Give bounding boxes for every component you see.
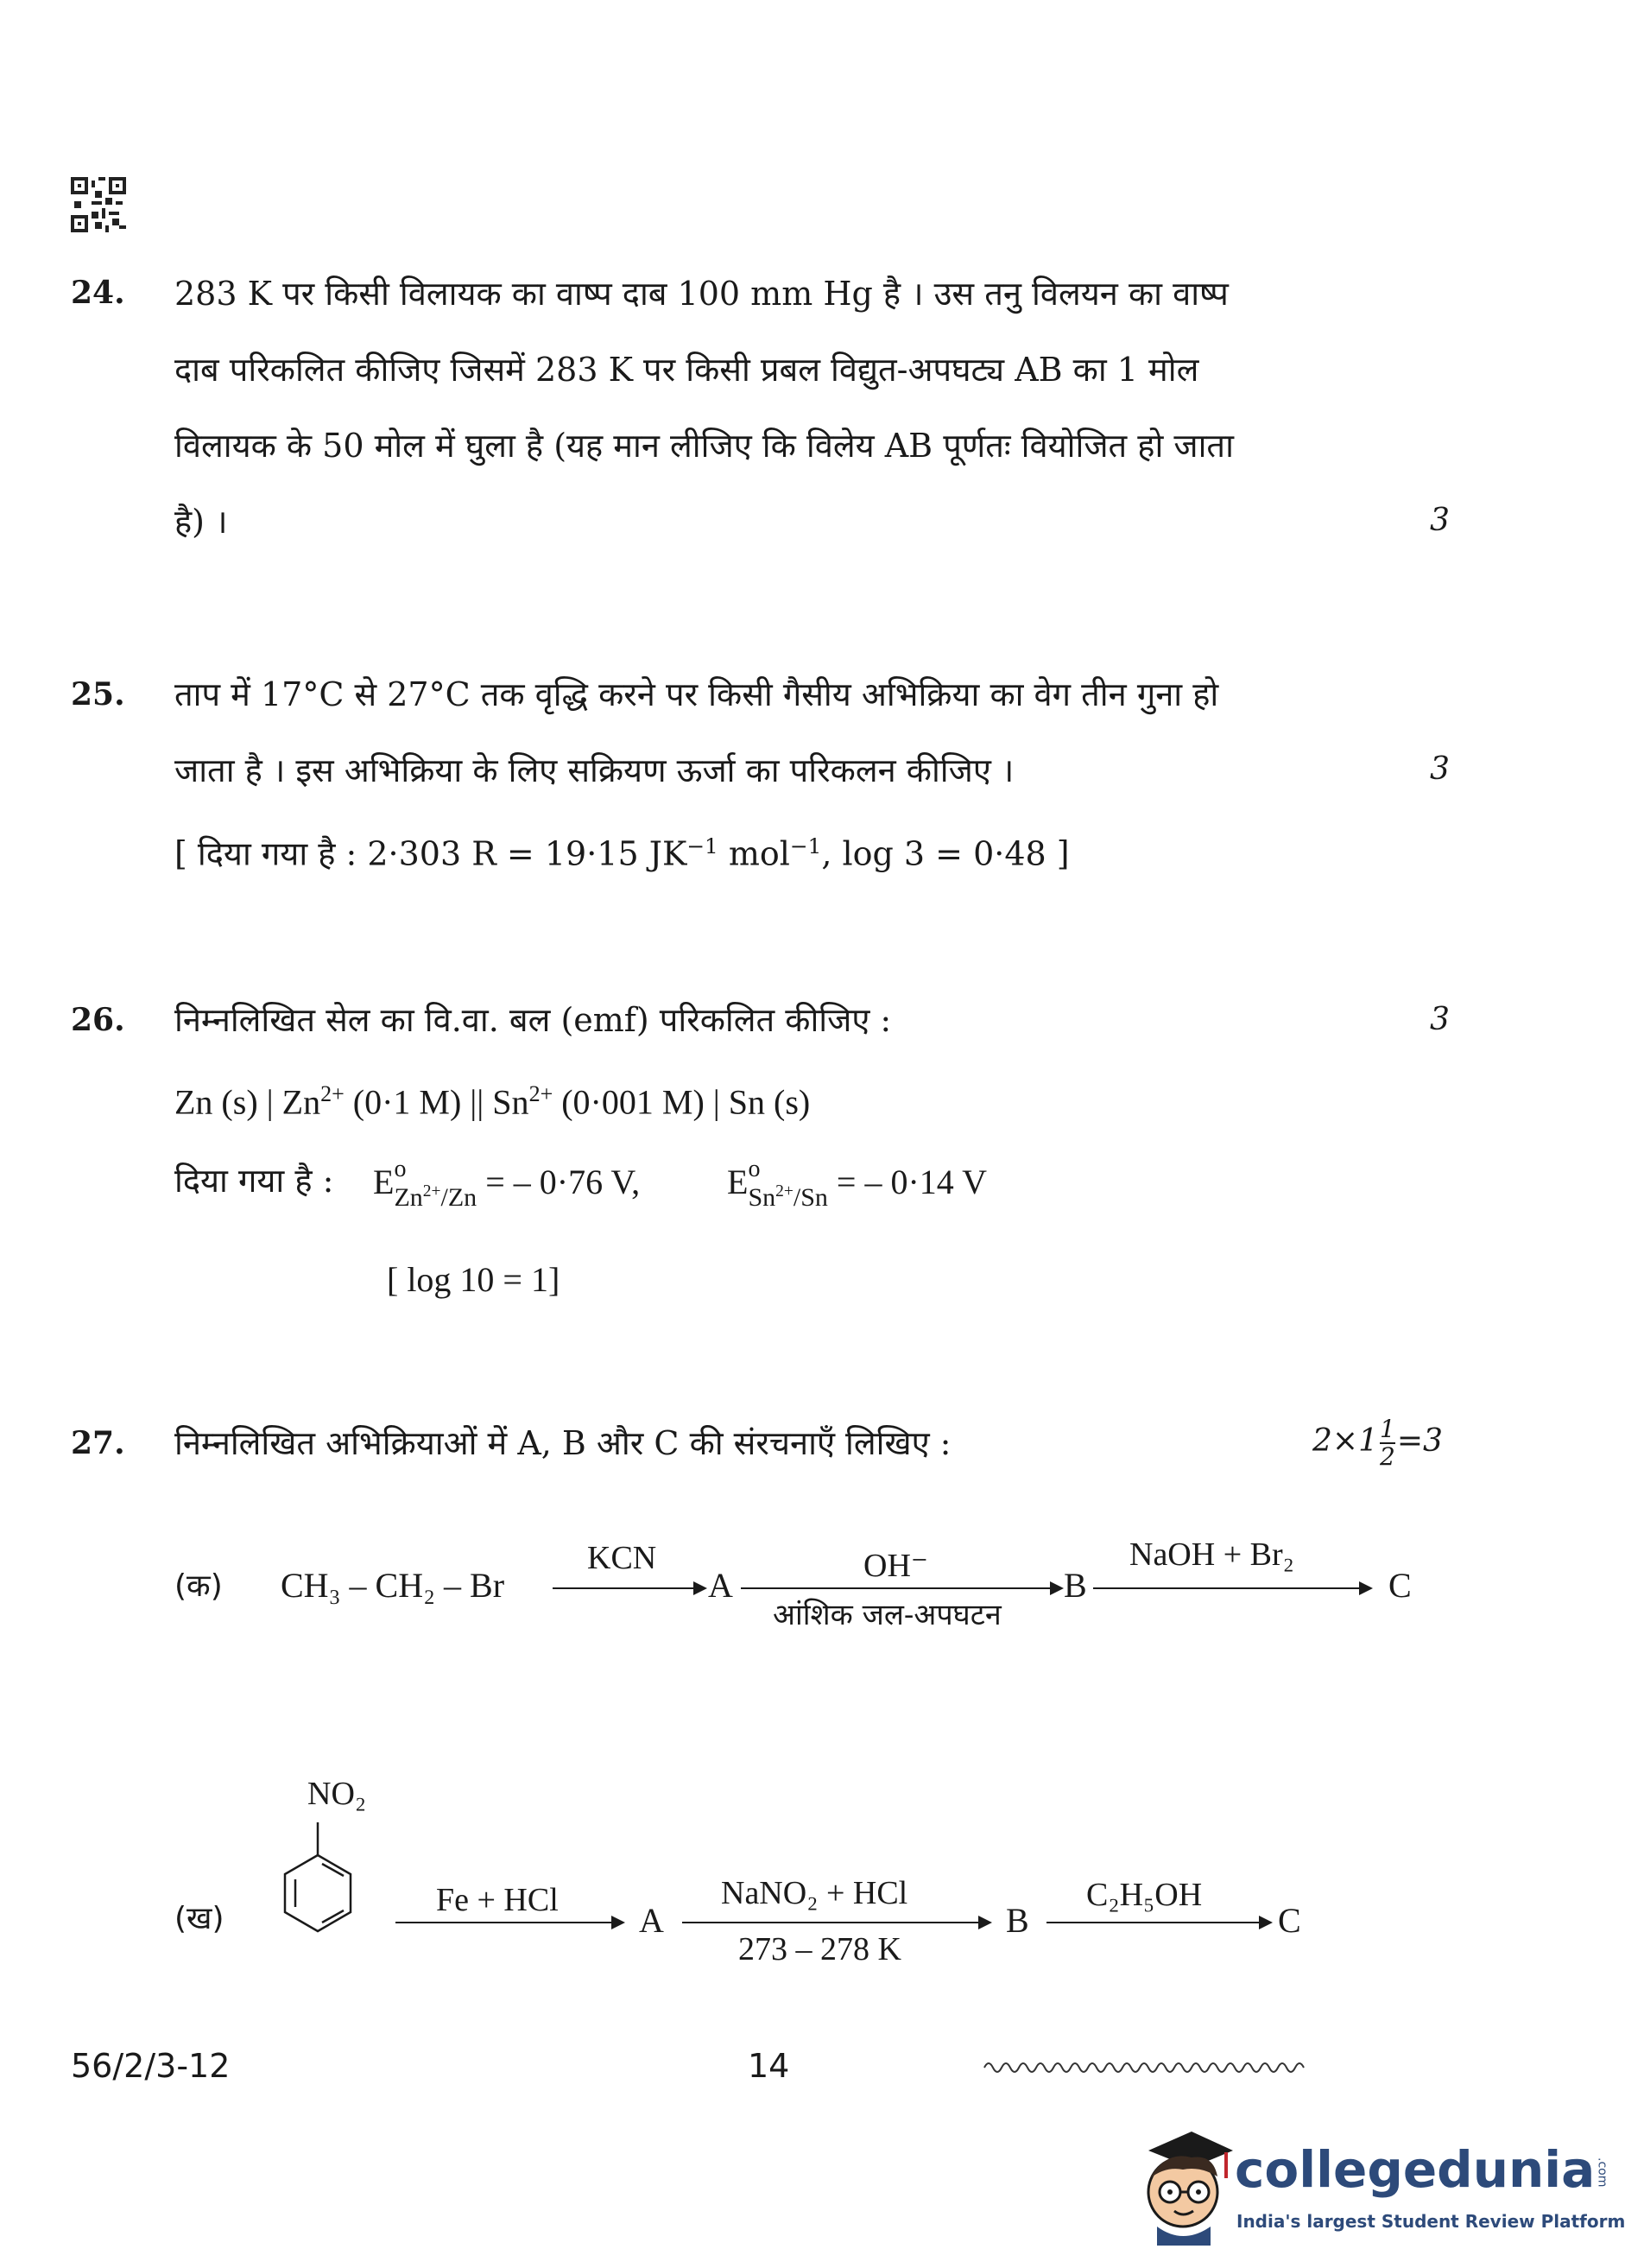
superscript: 2+ (775, 1182, 794, 1201)
electrode-potential-zn (373, 1156, 641, 1212)
marks-text: =3 (1396, 1423, 1443, 1459)
log-value: [ log 10 = 1] (387, 1260, 560, 1299)
given-text: [ दिया गया है : 2·303 R = 19·15 JK (174, 834, 687, 873)
superscript: 2+ (528, 1081, 553, 1106)
electrode-subscript (394, 1183, 477, 1212)
cell-text: Zn (s) | Zn (174, 1082, 321, 1122)
text-line: दाब परिकलित कीजिए जिसमें 283 K पर किसी प्रबल विद्युत-अपघट्य AB का 1 मोल (174, 351, 1199, 389)
question-number: 24. (71, 275, 125, 311)
reagent-label: OH⁻ (863, 1548, 928, 1584)
e-symbol: E (727, 1163, 749, 1201)
substituent-label: NO₂ (307, 1776, 367, 1812)
question-marks: 3 (1430, 751, 1450, 787)
question-marks: 3 (1430, 503, 1450, 538)
text-line: 283 K पर किसी विलायक का वाष्प दाब 100 mm Hg है । उस तनु विलयन का वाष्प (174, 275, 1229, 313)
paper-code: 56/2/3-12 (71, 2047, 231, 2085)
cell-notation (174, 1081, 810, 1122)
electrode-symbol: /Sn (793, 1183, 828, 1212)
product-label: C (1278, 1901, 1301, 1940)
superscript: 2+ (422, 1182, 441, 1201)
marks-text: 2×1 (1312, 1423, 1378, 1459)
e-symbol: E (373, 1163, 395, 1201)
electrode-symbol: /Zn (440, 1183, 477, 1212)
standard-symbol: o (394, 1156, 407, 1182)
reaction-arrow (741, 1587, 1060, 1589)
marks-fraction (1380, 1416, 1395, 1470)
collegedunia-mascot-icon (1131, 2125, 1235, 2246)
cell-text: (0·1 M) || Sn (344, 1082, 529, 1122)
question-26-text: निम्नलिखित सेल का वि.वा. बल (emf) परिकलित कीजिए : (174, 1001, 892, 1039)
reaction-arrow (682, 1922, 989, 1923)
wavy-line-decoration (984, 2059, 1304, 2076)
question-24-text (174, 256, 1383, 560)
question-marks: 3 (1430, 1002, 1450, 1037)
brand-tld: .com (1595, 2157, 1609, 2187)
reagent-condition: आंशिक जल-अपघटन (773, 1598, 1002, 1632)
reaction-arrow (1046, 1922, 1269, 1923)
text-line: ताप में 17°C से 27°C तक वृद्धि करने पर किसी गैसीय अभिक्रिया का वेग तीन गुना हो (174, 675, 1219, 713)
question-27-text: निम्नलिखित अभिक्रियाओं में A, B और C की संरचनाएँ लिखिए : (174, 1424, 952, 1462)
qr-code-icon (71, 177, 126, 232)
reagent-label: KCN (587, 1540, 657, 1576)
potential-value: = – 0·14 V (827, 1163, 987, 1201)
standard-symbol: o (748, 1156, 761, 1182)
ion-symbol: Sn (748, 1183, 776, 1212)
given-text: , log 3 = 0·48 ] (821, 834, 1070, 873)
brand-tagline: India's largest Student Review Platform (1236, 2211, 1625, 2232)
electrode-subscript (748, 1183, 827, 1212)
page-number: 14 (748, 2047, 790, 2085)
given-label: दिया गया है : (174, 1162, 334, 1200)
superscript: 2+ (320, 1081, 345, 1106)
product-label: C (1388, 1566, 1412, 1605)
question-number: 25. (71, 676, 125, 713)
potential-value: = – 0·76 V, (477, 1163, 641, 1201)
part-label: (क) (174, 1568, 223, 1604)
product-label: B (1064, 1566, 1087, 1605)
product-label: A (708, 1566, 733, 1605)
reactant: CH₃ – CH₂ – Br (281, 1566, 505, 1605)
product-label: B (1006, 1901, 1029, 1940)
fraction-numerator: 1 (1379, 1415, 1395, 1443)
question-marks (1312, 1416, 1443, 1470)
given-data (174, 808, 1383, 892)
cell-text: (0·001 M) | Sn (s) (553, 1082, 811, 1122)
superscript: −1 (686, 833, 718, 858)
reaction-arrow (395, 1922, 622, 1923)
text-line: है) । (174, 503, 228, 541)
reagent-label: C₂H₅OH (1086, 1877, 1203, 1913)
ion-symbol: Zn (394, 1183, 423, 1212)
reaction-arrow (1093, 1587, 1369, 1589)
question-number: 27. (71, 1425, 125, 1461)
text-line: विलायक के 50 मोल में घुला है (यह मान लीजिए कि विलेय AB पूर्णतः वियोजित हो जाता (174, 427, 1234, 465)
benzene-ring-icon (275, 1822, 361, 1952)
part-label: (ख) (174, 1901, 224, 1936)
given-potentials (174, 1157, 333, 1202)
reaction-arrow (553, 1587, 704, 1589)
text-line: जाता है । इस अभिक्रिया के लिए सक्रियण ऊर्जा का परिकलन कीजिए । (174, 751, 1015, 789)
question-number: 26. (71, 1002, 125, 1038)
given-text: mol (718, 834, 790, 873)
reagent-label: NaNO₂ + HCl (721, 1875, 908, 1911)
brand-wordmark: collegedunia (1235, 2140, 1596, 2199)
electrode-potential-sn (727, 1156, 987, 1212)
question-25-text (174, 656, 1383, 892)
reagent-label: NaOH + Br₂ (1129, 1536, 1294, 1573)
fraction-denominator: 2 (1379, 1442, 1395, 1471)
reagent-condition: 273 – 278 K (738, 1931, 901, 1967)
brand-name (1235, 2140, 1609, 2199)
reagent-label: Fe + HCl (436, 1882, 559, 1918)
superscript: −1 (789, 833, 822, 858)
product-label: A (639, 1901, 664, 1940)
